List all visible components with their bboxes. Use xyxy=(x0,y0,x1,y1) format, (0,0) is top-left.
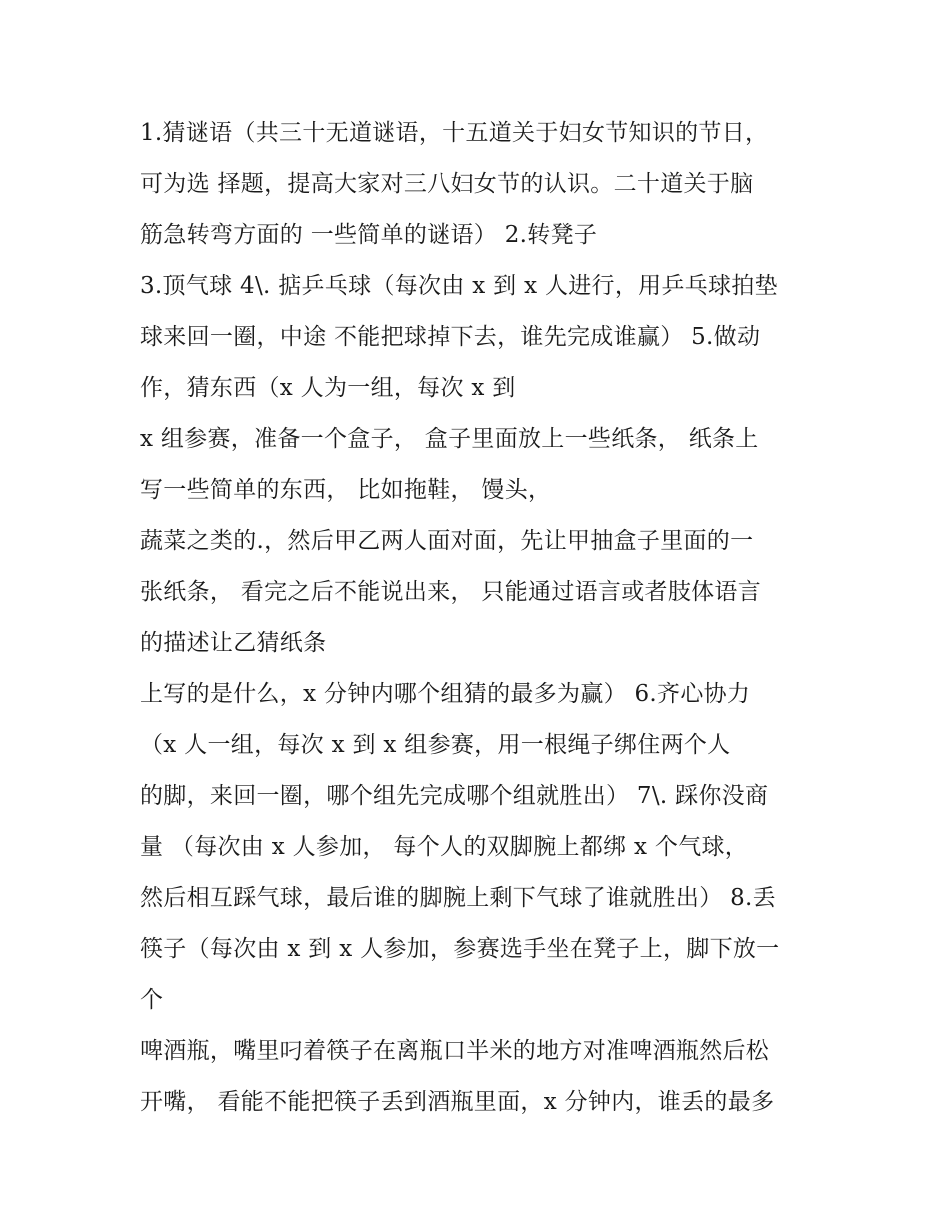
text-line-11: 的描述让乙猜纸条 xyxy=(140,630,327,656)
text-line-10: 张纸条， 看完之后不能说出来， 只能通过语言或者肢体语言 xyxy=(140,579,762,605)
text-line-9: 蔬菜之类的.，然后甲乙两人面对面，先让甲抽盒子里面的一 xyxy=(140,528,754,554)
text-line-18: 个 xyxy=(140,987,164,1013)
text-line-16: 然后相互踩气球，最后谁的脚腕上剩下气球了谁就胜出） 8.丢 xyxy=(140,885,776,911)
text-line-14: 的脚，来回一圈，哪个组先完成哪个组就胜出） 7\. 踩你没商 xyxy=(140,783,769,809)
text-line-20: 开嘴， 看能不能把筷子丢到酒瓶里面，x 分钟内，谁丢的最多 xyxy=(140,1089,775,1115)
text-line-15: 量 （每次由 x 人参加， 每个人的双脚腕上都绑 x 个气球， xyxy=(140,834,749,860)
text-line-17: 筷子（每次由 x 到 x 人参加，参赛选手坐在凳子上，脚下放一 xyxy=(140,936,780,962)
text-line-3: 筋急转弯方面的 一些简单的谜语） 2.转凳子 xyxy=(140,222,598,248)
text-line-5: 球来回一圈，中途 不能把球掉下去，谁先完成谁赢） 5.做动 xyxy=(140,324,761,350)
text-line-12: 上写的是什么，x 分钟内哪个组猜的最多为赢） 6.齐心协力 xyxy=(140,681,751,707)
body-text xyxy=(140,108,830,1128)
text-line-8: 写一些简单的东西， 比如拖鞋， 馒头， xyxy=(140,477,552,503)
text-line-19: 啤酒瓶，嘴里叼着筷子在离瓶口半米的地方对准啤酒瓶然后松 xyxy=(140,1038,770,1064)
text-line-1: 1.猜谜语（共三十无道谜语，十五道关于妇女节知识的节日， xyxy=(140,120,769,146)
text-line-7: x 组参赛，准备一个盒子， 盒子里面放上一些纸条， 纸条上 xyxy=(140,426,759,452)
text-line-2: 可为选 择题，提高大家对三八妇女节的认识。二十道关于脑 xyxy=(140,171,754,197)
text-line-13: （x 人一组，每次 x 到 x 组参赛，用一根绳子绑住两个人 xyxy=(140,732,731,758)
text-line-4: 3.顶气球 4\. 掂乒乓球（每次由 x 到 x 人进行，用乒乓球拍垫 xyxy=(140,273,778,299)
text-line-6: 作，猜东西（x 人为一组，每次 x 到 xyxy=(140,375,516,401)
